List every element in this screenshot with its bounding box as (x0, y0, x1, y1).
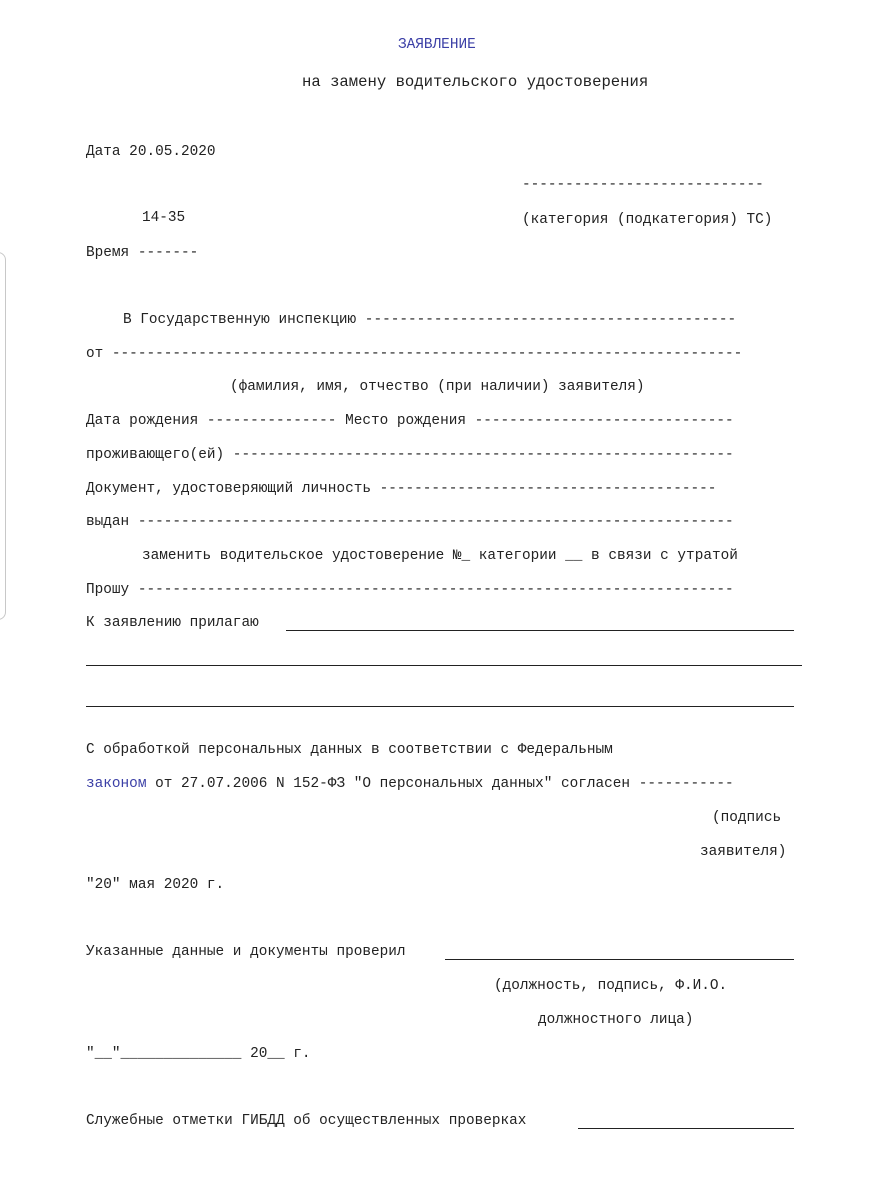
official-label-1: (должность, подпись, Ф.И.О. (494, 978, 728, 994)
time-value: 14-35 (142, 210, 186, 226)
from-line: от ------------------------------------------------------------------------- (86, 346, 743, 362)
category-label: (категория (подкатегория) ТС) (522, 212, 773, 228)
document-title: ЗАЯВЛЕНИЕ (398, 37, 476, 53)
residing-line: проживающего(ей) ---------------------------------------------------------- (86, 447, 734, 463)
attach-underline-3 (86, 706, 794, 707)
attach-label: К заявлению прилагаю (86, 615, 259, 631)
scroll-frame-edge (0, 252, 6, 620)
consent-line-1: С обработкой персональных данных в соответствии с Федеральным (86, 742, 613, 758)
gibdd-marks-underline (578, 1128, 794, 1129)
time-line: Время ------- (86, 245, 199, 261)
replace-request-line: заменить водительское удостоверение №_ категории __ в связи с утратой (142, 548, 738, 564)
federal-law-link[interactable]: законом (86, 776, 147, 792)
date-line: Дата 20.05.2020 (86, 144, 216, 160)
attach-underline-2 (86, 665, 802, 666)
id-document-line: Документ, удостоверяющий личность --------------------------------------- (86, 481, 717, 497)
fio-label: (фамилия, имя, отчество (при наличии) заявителя) (230, 379, 645, 395)
attach-underline (286, 630, 794, 631)
birth-line: Дата рождения --------------- Место рождения ------------------------------ (86, 413, 734, 429)
official-label-2: должностного лица) (538, 1012, 694, 1028)
date-signed: "20" мая 2020 г. (86, 877, 225, 893)
blank-date: "__"______________ 20__ г. (86, 1046, 311, 1062)
consent-line-2-text: от 27.07.2006 N 152-ФЗ "О персональных данных" согласен ----------- (146, 776, 734, 792)
checked-label: Указанные данные и документы проверил (86, 944, 406, 960)
request-line: Прошу --------------------------------------------------------------------- (86, 582, 734, 598)
inspection-line: В Государственную инспекцию ------------------------------------------- (123, 312, 737, 328)
signature-label-1: (подпись (712, 810, 782, 826)
document-subtitle: на замену водительского удостоверения (302, 73, 649, 91)
consent-line-2 (86, 775, 734, 793)
checked-underline (445, 959, 794, 960)
category-dashes: ---------------------------- (522, 177, 764, 193)
signature-label-2: заявителя) (700, 844, 787, 860)
gibdd-marks-label: Служебные отметки ГИБДД об осуществленных проверках (86, 1113, 527, 1129)
issued-line: выдан --------------------------------------------------------------------- (86, 514, 734, 530)
